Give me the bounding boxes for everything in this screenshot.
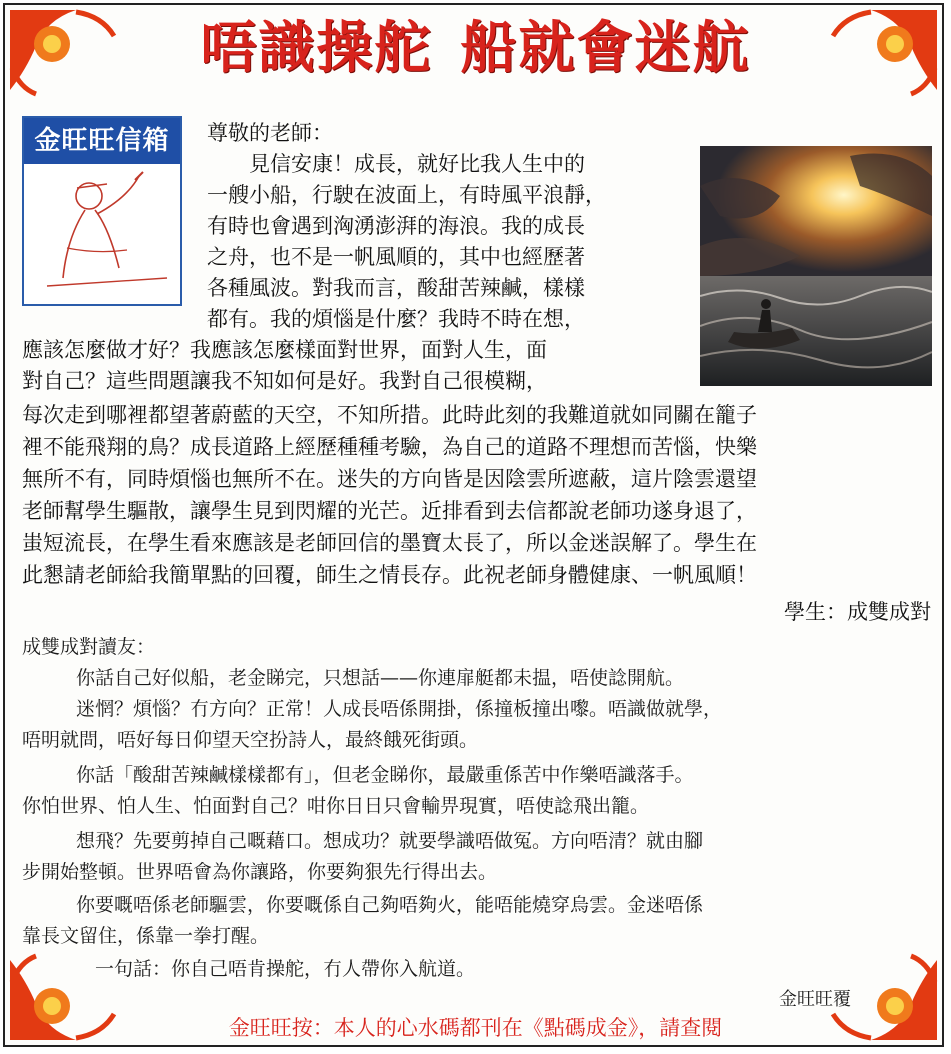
letter-line: 每次走到哪裡都望著蔚藍的天空，不知所措。此時此刻的我難道就如同關在籠子 [22, 403, 757, 427]
column-name: 金旺旺信箱 [24, 118, 180, 164]
reply-line: 你怕世界、怕人生、怕面對自己？咁你日日只會輸畀現實，唔使諗飛出籠。 [22, 795, 650, 817]
writer-sketch-icon [27, 168, 177, 298]
letter-line: 無所不有，同時煩惱也無所不在。迷失的方向皆是因陰雲所遮蔽，這片陰雲還望 [22, 467, 757, 491]
headline-part-1: 唔識操舵 [200, 16, 433, 81]
reply-line: 迷惘？煩惱？冇方向？正常！人成長唔係開掛，係撞板撞出嚟。唔識做就學， [76, 698, 723, 720]
column-badge [22, 116, 182, 306]
letter-line: 蚩短流長，在學生看來應該是老師回信的墨寶太長了，所以金迷誤解了。學生在 [22, 531, 757, 555]
letter-line: 應該怎麼做才好？我應該怎麼樣面對世界，面對人生，面 [22, 338, 547, 362]
letter-line: 見信安康！成長，就好比我人生中的 [207, 152, 585, 176]
letter-signature: 學生：成雙成對 [784, 600, 931, 624]
letter-line: 之舟，也不是一帆風順的，其中也經歷著 [207, 245, 585, 269]
reply-line: 唔明就問，唔好每日仰望天空扮詩人，最終餓死街頭。 [22, 729, 479, 751]
reply-line: 想飛？先要剪掉自己嘅藉口。想成功？就要學識唔做冤。方向唔清？就由腳 [76, 830, 704, 852]
letter-line: 一艘小船，行駛在波面上，有時風平浪靜， [207, 183, 606, 207]
boat-storm-illustration [700, 146, 932, 386]
letter-line: 裡不能飛翔的鳥？成長道路上經歷種種考驗，為自己的道路不理想而苦惱，快樂 [22, 435, 757, 459]
reply-signature: 金旺旺覆 [779, 989, 851, 1010]
reply-line: 你話「酸甜苦辣鹹樣樣都有」，但老金睇你，最嚴重係苦中作樂唔識落手。 [76, 764, 694, 786]
reply-line: 靠長文留住，係靠一拳打醒。 [22, 925, 270, 947]
reply-line: 步開始整頓。世界唔會為你讓路，你要夠狠先行得出去。 [22, 861, 498, 883]
letter-line: 老師幫學生驅散，讓學生見到閃耀的光芒。近排看到去信都說老師功遂身退了， [22, 499, 757, 523]
footer-note: 金旺旺按：本人的心水碼都刊在《點碼成金》，請查閱 [228, 1016, 723, 1040]
letter-line: 對自己？這些問題讓我不知如何是好。我對自己很模糊， [22, 369, 547, 393]
letter-line: 此懇請老師給我簡單點的回覆，師生之情長存。此祝老師身體健康、一帆風順！ [22, 563, 757, 587]
letter-line: 有時也會遇到洶湧澎湃的海浪。我的成長 [207, 214, 585, 238]
reply-line: 一句話：你自己唔肯操舵，冇人帶你入航道。 [76, 958, 476, 980]
letter-greeting: 尊敬的老師： [207, 121, 333, 145]
reply-line: 你要嘅唔係老師驅雲，你要嘅係自己夠唔夠火，能唔能燒穿烏雲。金迷唔係 [76, 894, 704, 916]
reply-greeting: 成雙成對讀友： [22, 636, 156, 658]
reply-line: 你話自己好似船，老金睇完，只想話——你連扉艇都未揾，唔使諗開航。 [76, 667, 685, 689]
headline [0, 14, 951, 84]
headline-part-2: 船就會迷航 [460, 16, 751, 81]
letter-line: 都有。我的煩惱是什麼？我時不時在想， [207, 307, 585, 331]
letter-line: 各種風波。對我而言，酸甜苦辣鹹，樣樣 [207, 276, 585, 300]
